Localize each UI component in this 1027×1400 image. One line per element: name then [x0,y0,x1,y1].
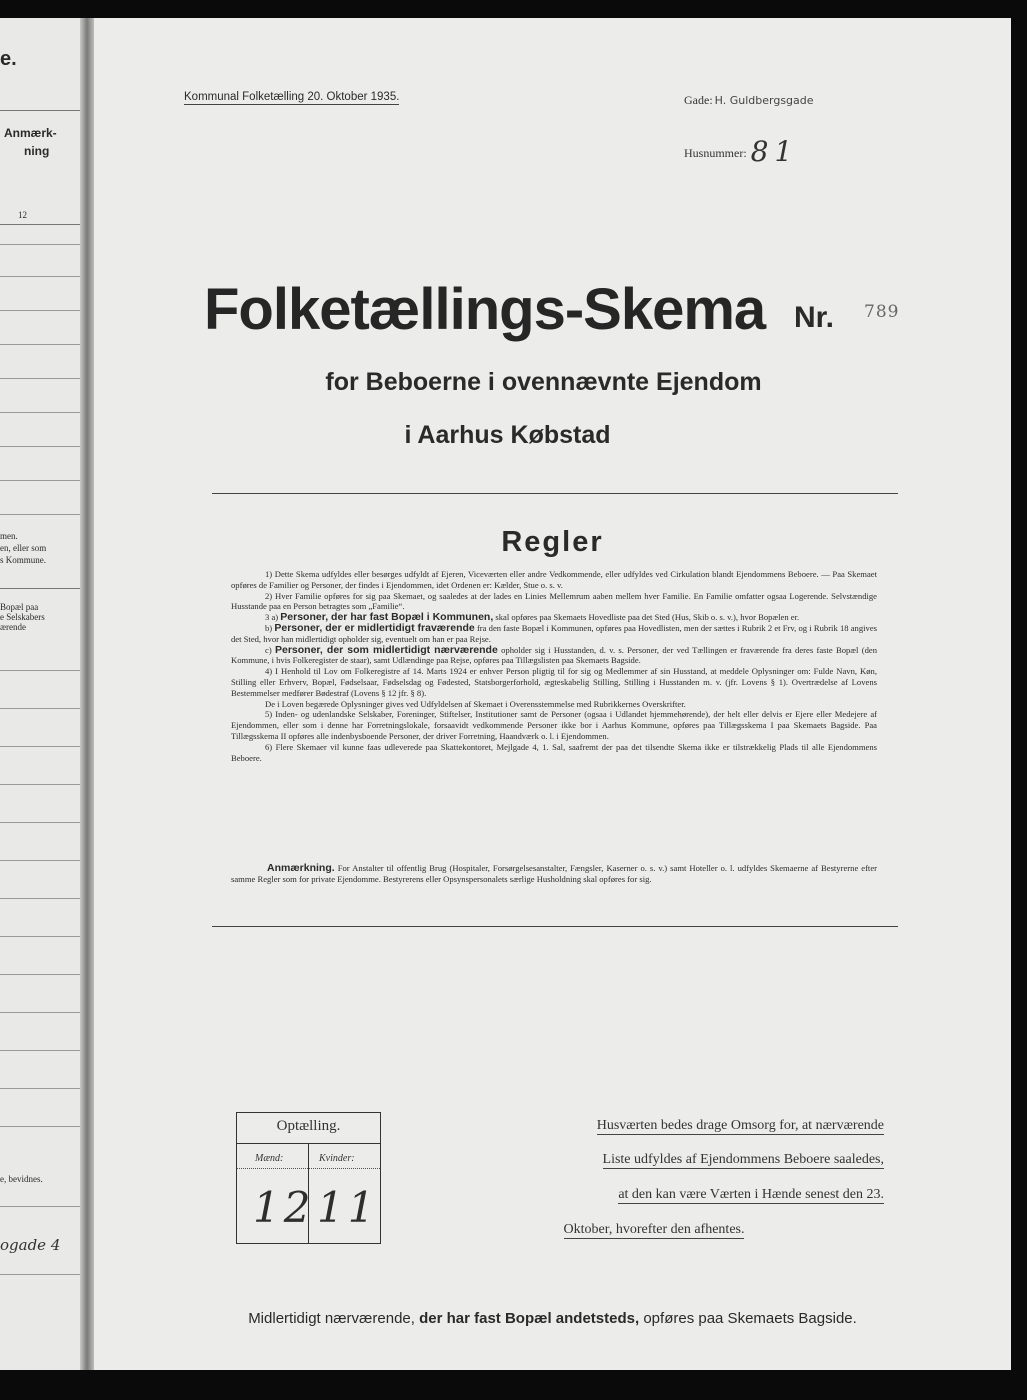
rule-2: 2) Hver Familie opføres for sig paa Skemaet, og saaledes at der lades en Linies Mellemrum aaben mellem hver Familie. En Familie omfatter ogsaa Logerende. Selvstændige Husstande paa en Person betragtes som „Familie“. [231,590,877,612]
facing-col-header-2: ning [24,144,50,158]
form-subtitle-2: i Aarhus Købstad [404,421,611,449]
rule-3b: b) Personer, der er midlertidigt fraværende fra den faste Bopæl i Kommunen, opføres paa Hovedlisten, men der sættes i Rubrik 2 et Frv, og i Rubrik 18 angives det Sted, hvor han midlertidigt opholder sig, eventuelt om han er paa Rejse. [231,621,877,644]
remark-text [231,863,877,885]
book-gutter [80,18,94,1370]
footer-emphasis: der har fast Bopæl andetsteds, [419,1310,640,1327]
remark-body: For Anstalter til offentlig Brug (Hospitaler, Forsørgelsesanstalter, Fængsler, Kaserner o. s. v.) samt Hoteller o. l. udfyldes Skemaerne af Bestyrerne efter samme Regler som for private Ejendomme. Bestyrerens eller Opsynspersonalets særlige Husholdning skal opføres for sig. [231,863,877,884]
facing-note-a1: men. [0,531,18,541]
footer-note: Midlertidigt nærværende, der har fast Bopæl andetsteds, opføres paa Skemaets Bagside. [248,1310,857,1327]
form-subtitle-1: for Beboerne i ovennævnte Ejendom [325,368,762,396]
landlord-notice-line-1: Husværten bedes drage Omsorg for, at nærværende [596,1118,884,1133]
census-form-page [94,18,1011,1370]
facing-col-number: 12 [18,210,27,220]
men-count: 12 [253,1183,315,1232]
street-label: Gade: [684,93,713,107]
divider-bottom [212,926,898,927]
facing-note-b1: Bopæl paa [0,602,39,612]
census-header: Kommunal Folketælling 20. Oktober 1935. [184,91,400,103]
rule-4b: De i Loven begærede Oplysninger gives ved Udfyldelsen af Skemaet i Overensstemmelse med Rubrikkernes Overskrifter. [265,698,686,709]
rule-6: 6) Flere Skemaer vil kunne faas udleverede paa Skattekontoret, Mejlgade 4, 1. Sal, saafremt der paa det tilsendte Skema ikke er tilstrækkelig Plads til alle Ejendommens Beboere. [231,741,877,763]
rule-5: 5) Inden- og udenlandske Selskaber, Foreninger, Stiftelser, Institutioner samt de Personer (ogsaa i Udlandet hjemmehørende), der helt eller delvis er Ejere eller Medejere af Ejendommen, eller som i denne har Forretningslokale, forsaavidt vedkommende Personer ikke bor i Aarhus Kommune, opføres paa Tillægsskema I paa Skemaets Bagside. Paa Tillægsskema II opføres alle indenbysboende Personer, der driver Forretning, Haandværk o. l. i Ejendommen. [231,709,877,741]
scan-border-top [0,0,1027,18]
count-box [236,1112,381,1244]
remark-label: Anmærkning. [267,862,335,874]
rule-1: 1) Dette Skema udfyldes eller besørges udfyldt af Ejeren, Viceværten eller andre Vedkommende, eller udfyldes ved Cirkulation blandt Ejendommens Beboere. — Paa Skemaet opføres de Familier og Personer, der findes i Ejendommen, idet Ordenen er: Kælder, Stue o. s. v. [231,569,877,590]
facing-note-a2: en, eller som [0,543,47,553]
form-number-label: Nr. [794,301,835,334]
street-field [684,93,814,108]
rule-3c-emphasis: Personer, der som midlertidigt nærværende [274,643,498,656]
house-number-field [684,131,799,168]
landlord-notice-line-3: at den kan være Værten i Hænde senest den 23. [618,1187,884,1202]
house-number-label: Husnummer: [684,146,747,160]
street-value: H. Guldbergsgade [714,94,814,107]
count-box-title: Optælling. [276,1118,341,1134]
men-label: Mænd: [255,1153,284,1164]
facing-note-b3: ærende [0,622,26,632]
rule-3a-emphasis: Personer, der har fast Bopæl i Kommunen, [280,611,494,624]
facing-page [0,18,80,1370]
landlord-notice-line-4: Oktober, hvorefter den afhentes. [563,1222,745,1237]
rules-heading: Regler [501,526,604,558]
rule-3b-emphasis: Personer, der er midlertidigt fraværende [274,621,475,634]
rule-3a: 3 a) Personer, der har fast Bopæl i Kommunen, skal opføres paa Skemaets Hovedliste paa det Sted (Hus, Skib o. s. v.), hvor Bopælen er. [265,611,800,624]
divider-top [212,493,898,494]
facing-note-c: e, bevidnes. [0,1174,43,1184]
rule-3c: c) Personer, der som midlertidigt nærværende opholder sig i Husstanden, d. v. s. Personer, der ved Tællingen er fraværende fra deres faste Bopæl (den Kommune, i hvis Folkeregister de staar), samt Udlændinge paa Rejse, opføres paa Tillægslisten paa Skemaets Bagside. [231,643,877,666]
women-count: 11 [317,1183,379,1232]
facing-col-header-1: Anmærk- [4,126,57,140]
house-number-value: 81 [750,135,799,168]
scan-border-bottom [0,1370,1027,1400]
form-title: Folketællings-Skema [204,277,766,342]
landlord-notice-line-2: Liste udfyldes af Ejendommens Beboere saaledes, [602,1152,884,1167]
rules-text [231,569,877,763]
form-number-stamp: 789 [864,302,900,322]
facing-page-title-fragment: e. [0,48,17,70]
facing-note-a3: s Kommune. [0,555,46,565]
facing-handwriting: ogade 4 [0,1236,61,1254]
rule-4: 4) I Henhold til Lov om Folkeregistre af 14. Marts 1924 er enhver Person pligtig til for sig og Medlemmer af sin Husstand, at meddele Oplysninger om: Fulde Navn, Køn, Stilling eller Erhverv, Bopæl, Fødselsaar, Fødselsdag og Fødested, Statsborgerforhold, ægteskabelig Stilling, Stilling i Husstanden m. v. (jfr. Lovens § 1). Overtrædelse af Lovens Bestemmelser medfører Bødestraf (Lovens § 12 jfr. § 8). [231,666,877,698]
women-label: Kvinder: [319,1153,355,1164]
facing-note-b2: e Selskabers [0,612,45,622]
scan-border-right [1011,0,1027,1400]
